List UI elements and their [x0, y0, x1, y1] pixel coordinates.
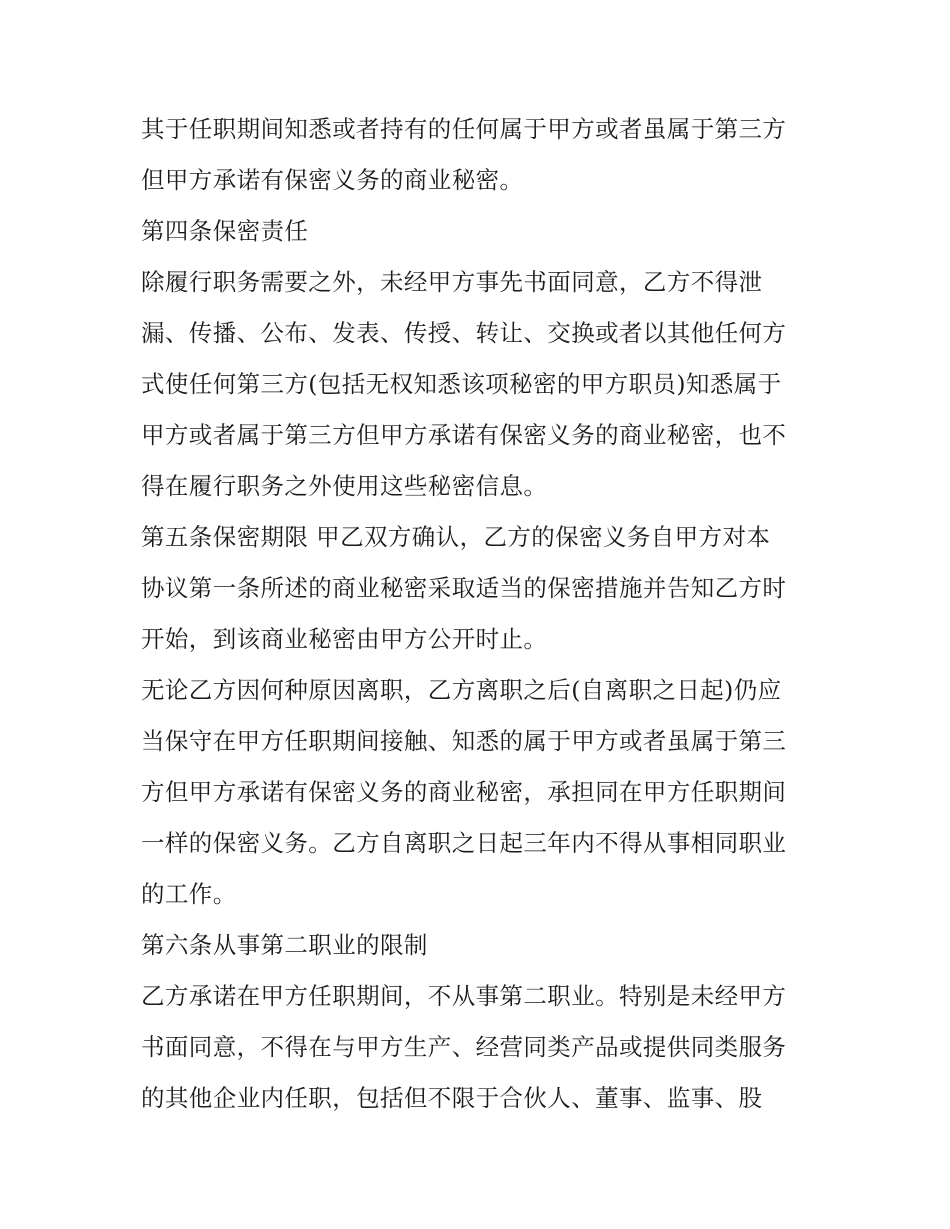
body-line: 的工作。 [141, 880, 237, 908]
body-line: 式使任何第三方(包括无权知悉该项秘密的甲方职员)知悉属于 [141, 370, 782, 398]
body-line: 当保守在甲方任职期间接触、知悉的属于甲方或者虽属于第三 [141, 727, 787, 755]
document-body [141, 104, 821, 1124]
body-line: 无论乙方因何种原因离职，乙方离职之后(自离职之日起)仍应 [141, 676, 782, 704]
body-line: 一样的保密义务。乙方自离职之日起三年内不得从事相同职业 [141, 829, 787, 857]
body-line: 方但甲方承诺有保密义务的商业秘密，承担同在甲方任职期间 [141, 778, 787, 806]
body-line: 开始，到该商业秘密由甲方公开时止。 [141, 625, 548, 653]
body-line: 除履行职务需要之外，未经甲方事先书面同意，乙方不得泄 [141, 268, 763, 296]
body-line: 但甲方承诺有保密义务的商业秘密。 [141, 166, 524, 194]
body-line: 乙方承诺在甲方任职期间，不从事第二职业。特别是未经甲方 [141, 982, 787, 1010]
body-line: 的其他企业内任职，包括但不限于合伙人、董事、监事、股 [141, 1084, 763, 1112]
section-heading-article-4: 第四条保密责任 [141, 217, 309, 245]
body-line: 协议第一条所述的商业秘密采取适当的保密措施并告知乙方时 [141, 574, 787, 602]
body-line: 漏、传播、公布、发表、传授、转让、交换或者以其他任何方 [141, 319, 787, 347]
section-heading-article-5: 第五条保密期限 甲乙双方确认，乙方的保密义务自甲方对本 [141, 523, 771, 551]
body-line: 甲方或者属于第三方但甲方承诺有保密义务的商业秘密，也不 [141, 421, 787, 449]
body-line: 书面同意，不得在与甲方生产、经营同类产品或提供同类服务 [141, 1033, 787, 1061]
body-line: 得在履行职务之外使用这些秘密信息。 [141, 472, 548, 500]
section-heading-article-6: 第六条从事第二职业的限制 [141, 931, 428, 959]
body-line: 其于任职期间知悉或者持有的任何属于甲方或者虽属于第三方 [141, 115, 787, 143]
